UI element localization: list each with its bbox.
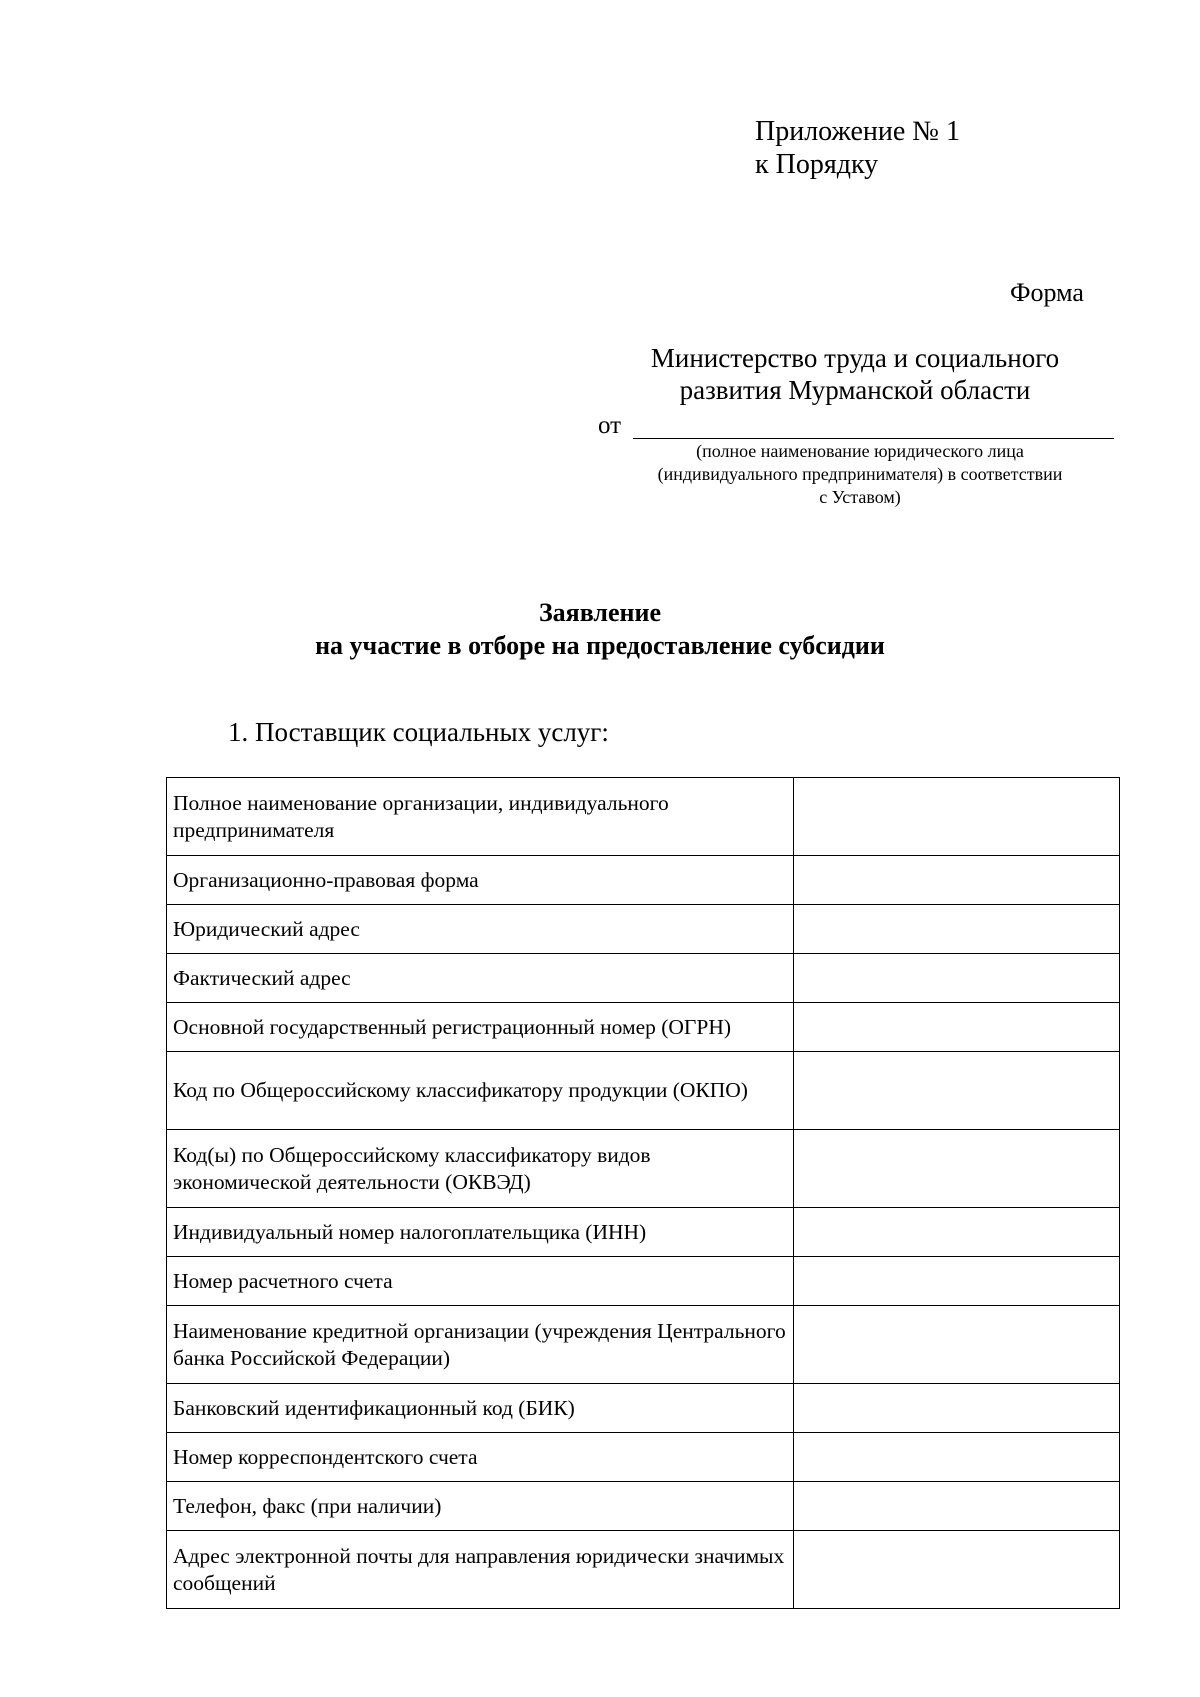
table-row <box>167 1052 1120 1130</box>
row-label: Код по Общероссийскому классификатору продукции (ОКПО) <box>167 1052 794 1130</box>
row-label: Организационно-правовая форма <box>167 856 794 905</box>
table-row <box>167 778 1120 856</box>
from-underline <box>633 438 1114 439</box>
table-row <box>167 1208 1120 1257</box>
appendix-reference <box>755 115 960 181</box>
document-title-line-2: на участие в отборе на предоставление субсидии <box>315 631 885 660</box>
row-label: Наименование кредитной организации (учреждения Центрального банка Российской Федерации) <box>167 1306 794 1384</box>
recipient-line-1: Министерство труда и социального <box>650 343 1060 373</box>
table-row <box>167 1306 1120 1384</box>
row-label: Адрес электронной почты для направления юридически значимых сообщений <box>167 1531 794 1609</box>
row-label: Номер расчетного счета <box>167 1257 794 1306</box>
row-value[interactable] <box>794 856 1120 905</box>
row-value[interactable] <box>794 1384 1120 1433</box>
section-heading: 1. Поставщик социальных услуг: <box>228 717 609 747</box>
row-label: Банковский идентификационный код (БИК) <box>167 1384 794 1433</box>
row-value[interactable] <box>794 905 1120 954</box>
row-value[interactable] <box>794 1130 1120 1208</box>
from-label: от <box>598 412 622 439</box>
row-value[interactable] <box>794 1052 1120 1130</box>
recipient-line-2: развития Мурманской области <box>679 375 1031 405</box>
row-value[interactable] <box>794 778 1120 856</box>
table-row <box>167 1433 1120 1482</box>
document-title <box>300 596 900 662</box>
row-value[interactable] <box>794 1306 1120 1384</box>
table-row <box>167 856 1120 905</box>
from-caption-line-3: с Уставом) <box>819 487 901 507</box>
row-value[interactable] <box>794 1531 1120 1609</box>
row-label: Индивидуальный номер налогоплательщика (ИНН) <box>167 1208 794 1257</box>
row-value[interactable] <box>794 1482 1120 1531</box>
form-label: Форма <box>1010 278 1084 307</box>
table-row <box>167 1257 1120 1306</box>
row-label: Номер корреспондентского счета <box>167 1433 794 1482</box>
table-row <box>167 1130 1120 1208</box>
row-label: Телефон, факс (при наличии) <box>167 1482 794 1531</box>
table-row <box>167 1003 1120 1052</box>
row-value[interactable] <box>794 1257 1120 1306</box>
supplier-info-table <box>166 777 1120 1609</box>
recipient-block <box>600 342 1110 406</box>
from-caption <box>610 440 1110 509</box>
row-value[interactable] <box>794 1208 1120 1257</box>
row-label: Юридический адрес <box>167 905 794 954</box>
appendix-number: Приложение № 1 <box>755 116 960 147</box>
row-value[interactable] <box>794 1003 1120 1052</box>
document-title-line-1: Заявление <box>538 598 662 627</box>
row-label: Основной государственный регистрационный номер (ОГРН) <box>167 1003 794 1052</box>
row-label: Полное наименование организации, индивидуального предпринимателя <box>167 778 794 856</box>
row-label: Фактический адрес <box>167 954 794 1003</box>
table-row <box>167 905 1120 954</box>
table-row <box>167 1531 1120 1609</box>
table-row <box>167 1384 1120 1433</box>
from-caption-line-1: (полное наименование юридического лица <box>696 441 1024 461</box>
row-label: Код(ы) по Общероссийскому классификатору видов экономической деятельности (ОКВЭД) <box>167 1130 794 1208</box>
appendix-to-order: к Порядку <box>755 149 879 180</box>
from-caption-line-2: (индивидуального предпринимателя) в соответствии <box>657 464 1063 484</box>
row-value[interactable] <box>794 954 1120 1003</box>
table-row <box>167 954 1120 1003</box>
row-value[interactable] <box>794 1433 1120 1482</box>
table-row <box>167 1482 1120 1531</box>
